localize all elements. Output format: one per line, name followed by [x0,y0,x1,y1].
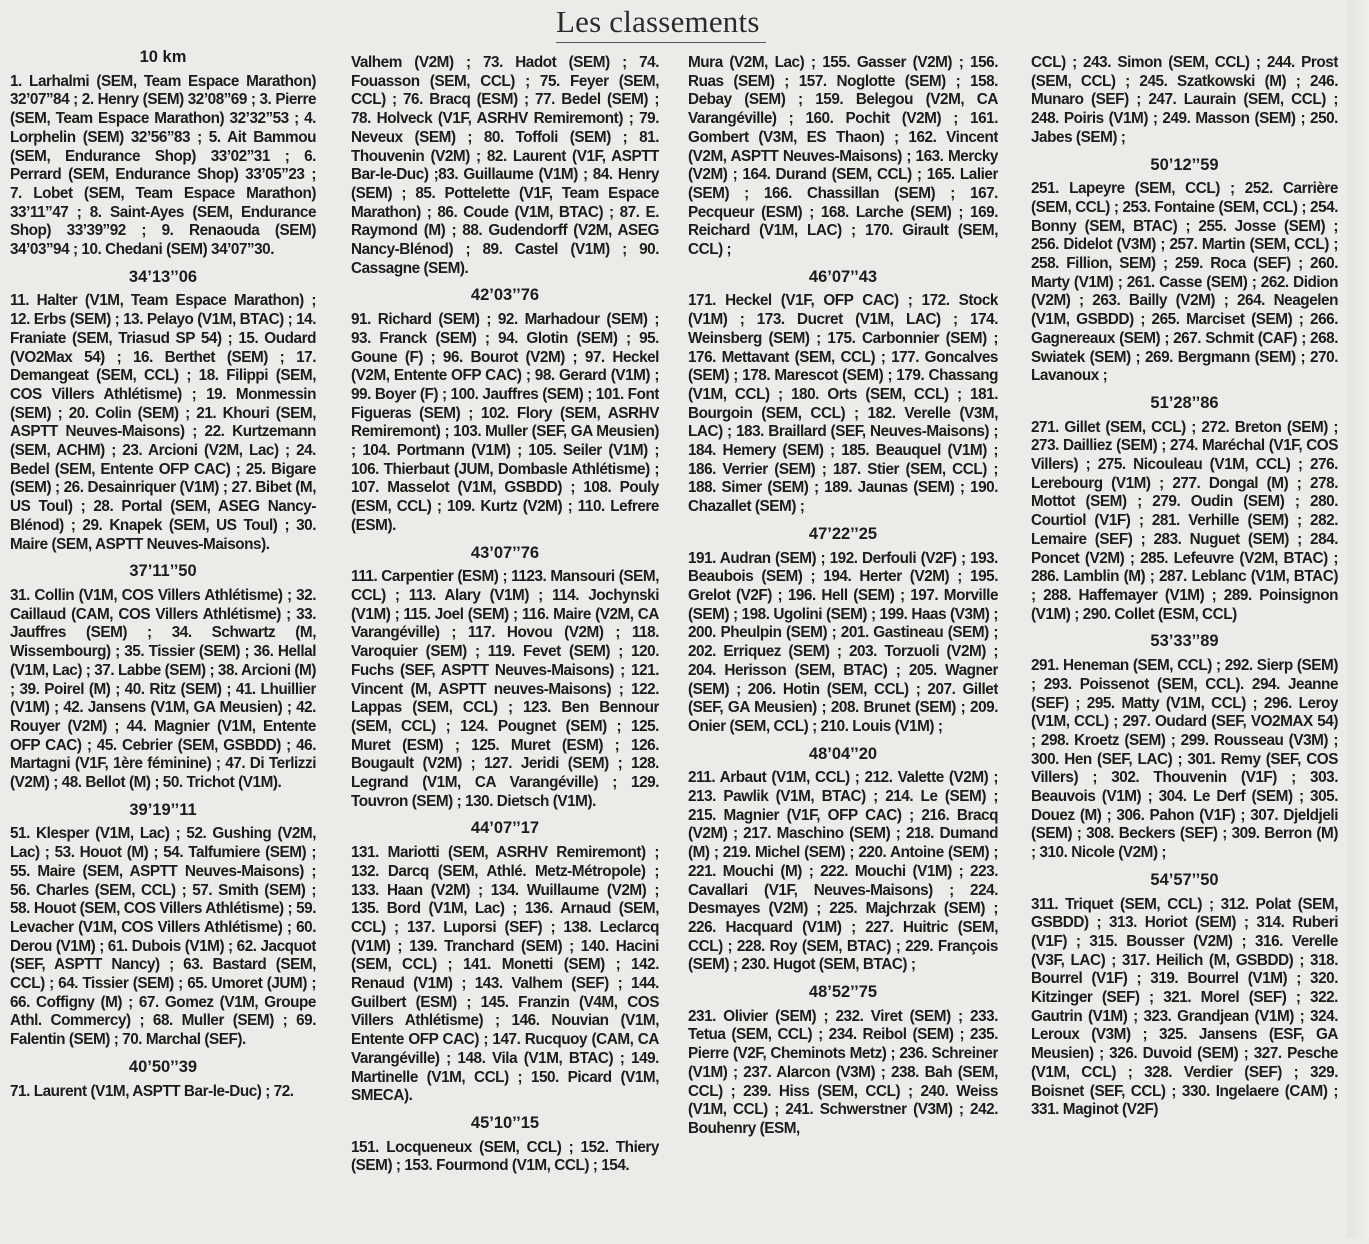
results-paragraph: 91. Richard (SEM) ; 92. Marhadour (SEM) ; 93. Franck (SEM) ; 94. Glotin (SEM) ; 95. Goune (F) ; 96. Bourot (V2M) ; 97. Heckel (V2M, Entente OFP CAC) ; 98. Gerard (V1M) ; 99. Boyer (F) ; 100. Jauffres (SEM) ; 101. Font Figueras (SEM) ; 102. Flory (SEM, ASRHV Remiremont) ; 103. Muller (SEF, GA Meusien) ; 104. Portmann (V1M) ; 105. Seiler (V1M) ; 106. Thierbaut (JUM, Dombasle Athlétisme) ; 107. Masselot (V1M, GSBDD) ; 108. Pouly (ESM, CCL) ; 109. Kurtz (V2M) ; 110. Lefrere (ESM). [351,311,659,534]
results-paragraph: 271. Gillet (SEM, CCL) ; 272. Breton (SEM) ; 273. Dailliez (SEM) ; 274. Maréchal (V1F, COS Villers) ; 275. Nicouleau (V1M, CCL) ; 276. Lerebourg (V1M) ; 277. Dongal (M) ; 278. Mottot (SEM) ; 279. Oudin (SEM) ; 280. Courtiol (V1F) ; 281. Verhille (SEM) ; 282. Lemaire (SEF) ; 283. Nuguet (SEM) ; 284. Poncet (V2M) ; 285. Lefeuvre (V2M, BTAC) ; 286. Lamblin (M) ; 287. Leblanc (V1M, BTAC) ; 288. Haffemayer (V1M) ; 289. Poinsignon (V1M) ; 290. Collet (ESM, CCL) [1031,418,1338,623]
section-heading: 47’22’’25 [808,524,878,543]
results-column-4 [1031,54,1338,1244]
section-heading: 43’07’’76 [470,543,540,562]
results-paragraph: 311. Triquet (SEM, CCL) ; 312. Polat (SEM, GSBDD) ; 313. Horiot (SEM) ; 314. Ruberi (V1F) ; 315. Bousser (V2M) ; 316. Verelle (V3F, LAC) ; 317. Heilich (M, GSBDD) ; 318. Bourrel (V1F) ; 319. Bourrel (V1M) ; 320. Kitzinger (SEF) ; 321. Morel (SEF) ; 322. Gautrin (V1M) ; 323. Grandjean (V1M) ; 324. Leroux (V3M) ; 325. Jansens (ESF, GA Meusien) ; 326. Duvoid (SEM) ; 327. Pesche (V1M, CCL) ; 328. Verdier (SEF) ; 329. Boisnet (SEF, CCL) ; 330. Ingelaere (CAM) ; 331. Maginot (V2F) [1031,895,1338,1119]
results-paragraph: 151. Locqueneux (SEM, CCL) ; 152. Thiery (SEM) ; 153. Fourmond (V1M, CCL) ; 154. [351,1138,659,1175]
results-paragraph: 51. Klesper (V1M, Lac) ; 52. Gushing (V2M, Lac) ; 53. Houot (M) ; 54. Talfumiere (SEM) ; 55. Maire (SEM, ASPTT Neuves-Maisons) ; 56. Charles (SEM, CCL) ; 57. Smith (SEM) ; 58. Houot (SEM, COS Villers Athlétisme) ; 59. Levacher (V1M, COS Villers Athlétisme) ; 60. Derou (V1M) ; 61. Dubois (V1M) ; 62. Jacquot (SEF, ASPTT Nancy) ; 63. Bastard (SEM, CCL) ; 64. Tissier (SEM) ; 65. Umoret (JUM) ; 66. Coffigny (M) ; 67. Gomez (V1M, Groupe Athl. Commercy) ; 68. Muller (SEM) ; 69. Falentin (SEM) ; 70. Marchal (SEF). [10,825,316,1049]
section-heading: 40’50’’39 [128,1057,198,1076]
results-paragraph: 31. Collin (V1M, COS Villers Athlétisme) ; 32. Caillaud (CAM, COS Villers Athlétisme) ; 33. Jauffres (SEM) ; 34. Schwartz (M, Wissembourg) ; 35. Tissier (SEM) ; 36. Hellal (V1M, Lac) ; 37. Labbe (SEM) ; 38. Arcioni (M) ; 39. Poirel (M) ; 40. Ritz (SEM) ; 41. Lhuillier (V1M) ; 42. Jansens (V1M, GA Meusien) ; 42. Rouyer (V2M) ; 44. Magnier (V1M, Entente OFP CAC) ; 45. Cebrier (SEM, GSBDD) ; 46. Martagni (V1F, 1ère féminine) ; 47. Di Terlizzi (V2M) ; 48. Bellot (M) ; 50. Trichot (V1M). [10,586,316,792]
results-paragraph: 291. Heneman (SEM, CCL) ; 292. Sierp (SEM) ; 293. Poissenot (SEM, CCL). 294. Jeanne (SEF) ; 295. Matty (V1M, CCL) ; 296. Leroy (V1M, CCL) ; 297. Oudard (SEF, VO2MAX 54) ; 298. Kroetz (SEM) ; 299. Rousseau (V3M) ; 300. Hen (SEF, LAC) ; 301. Remy (SEF, COS Villers) ; 302. Thouvenin (V1F) ; 303. Beauvois (V1M) ; 304. Le Derf (SEM) ; 305. Douez (M) ; 306. Pahon (V1F) ; 307. Djeldjeli (SEM) ; 308. Beckers (SEF) ; 309. Berron (M) ; 310. Nicole (V2M) ; [1031,657,1338,862]
results-paragraph: 251. Lapeyre (SEM, CCL) ; 252. Carrière (SEM, CCL) ; 253. Fontaine (SEM, CCL) ; 254. Bonny (SEM, BTAC) ; 255. Josse (SEM) ; 256. Didelot (V3M) ; 257. Martin (SEM, CCL) ; 258. Fillion, SEM) ; 259. Roca (SEF) ; 260. Marty (V1M) ; 261. Casse (SEM) ; 262. Didion (V2M) ; 263. Bailly (V2M) ; 264. Neagelen (V1M, GSBDD) ; 265. Marciset (SEM) ; 266. Gagnereaux (SEM) ; 267. Schmit (CAF) ; 268. Swiatek (SEM) ; 269. Bergmann (SEM) ; 270. Lavanoux ; [1031,180,1338,385]
section-heading: 39’19’’11 [129,800,197,819]
results-paragraph: 191. Audran (SEM) ; 192. Derfouli (V2F) ; 193. Beaubois (SEM) ; 194. Herter (V2M) ; 195. Grelot (V2F) ; 196. Hell (SEM) ; 197. Morville (SEM) ; 198. Ugolini (SEM) ; 199. Haas (V3M) ; 200. Pheulpin (SEM) ; 201. Gastineau (SEM) ; 202. Erriquez (SEM) ; 203. Torzuoli (V2M) ; 204. Herisson (SEM, BTAC) ; 205. Wagner (SEM) ; 206. Hotin (SEM, CCL) ; 207. Gillet (SEF, GA Meusien) ; 208. Brunet (SEM) ; 209. Onier (SEM, CCL) ; 210. Louis (V1M) ; [688,549,998,735]
results-paragraph: 131. Mariotti (SEM, ASRHV Remiremont) ; 132. Darcq (SEM, Athlé. Metz-Métropole) ; 133. Haan (V2M) ; 134. Wuillaume (V2M) ; 135. Bord (V1M, Lac) ; 136. Arnaud (SEM, CCL) ; 137. Luporsi (SEF) ; 138. Leclarcq (V1M) ; 139. Tranchard (SEM) ; 140. Hacini (SEM, CCL) ; 141. Monetti (SEM) ; 142. Renaud (V1M) ; 143. Valhem (SEF) ; 144. Guilbert (ESM) ; 145. Franzin (V4M, COS Villers Athlétisme) ; 146. Nouvian (V1M, Entente OFP CAC) ; 147. Rucquoy (CAM, CA Varangéville) ; 148. Vila (V1M, BTAC) ; 149. Martinelle (V1M, CCL) ; 150. Picard (V1M, SMECA). [351,844,659,1105]
section-heading: 10 km [139,48,187,66]
section-heading: 34’13’’06 [128,267,198,286]
results-paragraph: 11. Halter (V1M, Team Espace Marathon) ; 12. Erbs (SEM) ; 13. Pelayo (V1M, BTAC) ; 14. Franiate (SEM, Triasud SP 54) ; 15. Oudard (VO2Max 54) ; 16. Berthet (SEM) ; 17. Demangeat (SEM, CCL) ; 18. Filippi (SEM, COS Villers Athlétisme) ; 19. Monmessin (SEM) ; 20. Colin (SEM) ; 21. Khouri (SEM, ASPTT Neuves-Maisons) ; 22. Kurtzemann (SEM, ACHM) ; 23. Arcioni (V2M, Lac) ; 24. Bedel (SEM, Entente OFP CAC) ; 25. Bigare (SEM) ; 26. Desainriquer (V1M) ; 27. Bibet (M, US Toul) ; 28. Portal (SEM, ASEG Nancy-Blénod) ; 29. Knapek (SEM, US Toul) ; 30. Maire (SEM, ASPTT Neuves-Maisons). [10,292,316,553]
results-paragraph: Mura (V2M, Lac) ; 155. Gasser (V2M) ; 156. Ruas (SEM) ; 157. Noglotte (SEM) ; 158. Debay (SEM) ; 159. Belegou (V2M, CA Varangéville) ; 160. Pochit (V2M) ; 161. Gombert (V3M, ES Thaon) ; 162. Vincent (V2M, ASPTT Neuves-Maisons) ; 163. Mercky (V2M) ; 164. Durand (SEM, CCL) ; 165. Lalier (SEM) ; 166. Chassillan (SEM) ; 167. Pecqueur (ESM) ; 168. Larche (SEM) ; 169. Reichard (V1M, LAC) ; 170. Girault (SEM, CCL) ; [688,54,998,259]
section-heading: 45’10’’15 [470,1113,540,1132]
section-heading: 50’12’’59 [1150,155,1219,174]
results-paragraph: 231. Olivier (SEM) ; 232. Viret (SEM) ; 233. Tetua (SEM, CCL) ; 234. Reibol (SEM) ; 235. Pierre (V2F, Cheminots Metz) ; 236. Schreiner (V1M) ; 237. Alarcon (V3M) ; 238. Bah (SEM, CCL) ; 239. Hiss (SEM, CCL) ; 240. Weiss (V1M, CCL) ; 241. Schwerstner (V3M) ; 242. Bouhenry (ESM, [688,1007,998,1137]
section-heading: 53’33’’89 [1150,632,1219,651]
results-paragraph: 1. Larhalmi (SEM, Team Espace Marathon) 32’07’’84 ; 2. Henry (SEM) 32’08’’69 ; 3. Pierre (SEM, Team Espace Marathon) 32’32’’53 ; 4. Lorphelin (SEM) 32’56’’83 ; 5. Ait Bammou (SEM, Endurance Shop) 33’02’’31 ; 6. Perrard (SEM, Endurance Shop) 33’05’’23 ; 7. Lobet (SEM, Team Espace Marathon) 33’11’’47 ; 8. Saint-Ayes (SEM, Endurance Shop) 33’39’’92 ; 9. Renaouda (SEM) 34’03’’94 ; 10. Chedani (SEM) 34’07’’30. [10,72,316,259]
results-column-2 [351,54,659,1244]
results-column-1 [10,48,316,1238]
results-paragraph: 211. Arbaut (V1M, CCL) ; 212. Valette (V2M) ; 213. Pawlik (V1M, BTAC) ; 214. Le (SEM) ; 215. Magnier (V1F, OFP CAC) ; 216. Bracq (V2M) ; 217. Maschino (SEM) ; 218. Dumand (M) ; 219. Michel (SEM) ; 220. Antoine (SEM) ; 221. Mouchi (M) ; 222. Mouchi (V1M) ; 223. Cavallari (V1F, Neuves-Maisons) ; 224. Desmayes (V2M) ; 225. Majchrzak (SEM) ; 226. Hacquard (V1M) ; 227. Huitric (SEM, CCL) ; 228. Roy (SEM, BTAC) ; 229. François (SEM) ; 230. Hugot (SEM, BTAC) ; [688,769,998,974]
section-heading: 44’07’’17 [470,819,540,838]
page-edge [1347,0,1369,1238]
results-paragraph: CCL) ; 243. Simon (SEM, CCL) ; 244. Prost (SEM, CCL) ; 245. Szatkowski (M) ; 246. Munaro (SEF) ; 247. Laurain (SEM, CCL) ; 248. Poiris (V1M) ; 249. Masson (SEM) ; 250. Jabes (SEM) ; [1031,54,1338,146]
section-heading: 48’52’’75 [808,983,878,1002]
section-heading: 51’28’’86 [1150,393,1219,412]
section-heading: 37’11’’50 [129,562,197,581]
results-paragraph: 71. Laurent (V1M, ASPTT Bar-le-Duc) ; 72. [10,1082,294,1100]
page-title: Les classements [556,4,766,43]
results-paragraph: 111. Carpentier (ESM) ; 1123. Mansouri (SEM, CCL) ; 113. Alary (V1M) ; 114. Jochynski (V1M) ; 115. Joel (SEM) ; 116. Maire (V2M, CA Varangéville) ; 117. Hovou (V2M) ; 118. Varoquier (SEM) ; 119. Fevet (SEM) ; 120. Fuchs (SEF, ASPTT Neuves-Maisons) ; 121. Vincent (M, ASPTT neuves-Maisons) ; 122. Lappas (SEM, CCL) ; 123. Ben Bennour (SEM, CCL) ; 124. Pougnet (SEM) ; 125. Muret (ESM) ; 125. Muret (ESM) ; 126. Bougault (V2M) ; 127. Jeridi (SEM) ; 128. Legrand (V1M, CA Varangéville) ; 129. Touvron (SEM) ; 130. Dietsch (V1M). [351,568,659,810]
results-column-3 [688,54,998,1244]
section-heading: 46’07’’43 [808,267,878,286]
results-paragraph: 171. Heckel (V1F, OFP CAC) ; 172. Stock (V1M) ; 173. Ducret (V1M, LAC) ; 174. Weinsberg (SEM) ; 175. Carbonnier (SEM) ; 176. Mettavant (SEM, CCL) ; 177. Goncalves (SEM) ; 178. Marescot (SEM) ; 179. Chassang (V1M, CCL) ; 180. Orts (SEM, CCL) ; 181. Bourgoin (SEM, CCL) ; 182. Verelle (V3M, LAC) ; 183. Braillard (SEF, Neuves-Maisons) ; 184. Hemery (SEM) ; 185. Beauquel (V1M) ; 186. Verrier (SEM) ; 187. Stier (SEM, CCL) ; 188. Simer (SEM) ; 189. Jaunas (SEM) ; 190. Chazallet (SEM) ; [688,292,998,516]
section-heading: 54’57’’50 [1150,870,1219,889]
results-paragraph: Valhem (V2M) ; 73. Hadot (SEM) ; 74. Fouasson (SEM, CCL) ; 75. Feyer (SEM, CCL) ; 76. Bracq (ESM) ; 77. Bedel (SEM) ; 78. Holveck (V1F, ASRHV Remiremont) ; 79. Neveux (SEM) ; 80. Toffoli (SEM) ; 81. Thouvenin (V2M) ; 82. Laurent (V1F, ASPTT Bar-le-Duc) ;83. Guillaume (V1M) ; 84. Henry (SEM) ; 85. Pottelette (V1F, Team Espace Marathon) ; 86. Coude (V1M, BTAC) ; 87. E. Raymond (M) ; 88. Gudendorff (V2M, ASEG Nancy-Blénod) ; 89. Castel (V1M) ; 90. Cassagne (SEM). [351,54,659,277]
section-heading: 48’04’’20 [808,744,878,763]
section-heading: 42’03’’76 [470,286,540,305]
